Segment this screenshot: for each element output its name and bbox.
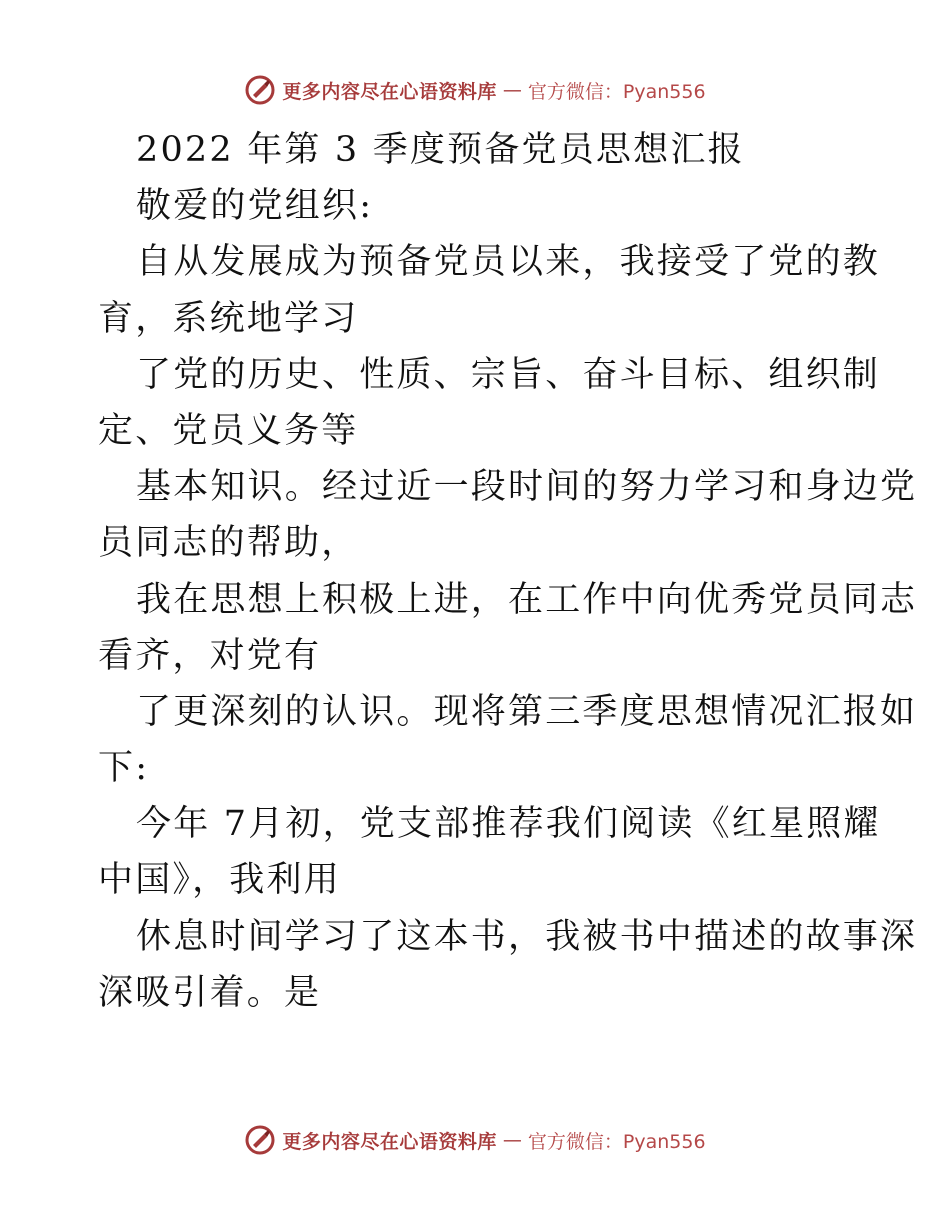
text-line: 下: (98, 748, 150, 789)
text-line: 育，系统地学习 (98, 298, 359, 339)
watermark-contact: 官方微信：Pyan556 (527, 1130, 706, 1153)
text-line: 员同志的帮助， (98, 523, 359, 564)
header-watermark (0, 70, 950, 110)
text-line: 了党的历史、性质、宗旨、奋斗目标、组织制 (136, 354, 881, 395)
text-line: 休息时间学习了这本书，我被书中描述的故事深 (136, 916, 918, 957)
watermark-brand: 更多内容尽在心语资料库 (282, 80, 497, 103)
document-title: 2022 年第 3 季度预备党员思想汇报 (136, 130, 745, 170)
watermark-brand: 更多内容尽在心语资料库 (282, 1130, 497, 1153)
watermark-dash: — (502, 79, 522, 101)
text-line: 中国》，我利用 (98, 860, 341, 901)
text-line: 深吸引着。是 (98, 972, 322, 1013)
text-line: 基本知识。经过近一段时间的努力学习和身边党 (136, 467, 918, 508)
text-line: 自从发展成为预备党员以来，我接受了党的教 (136, 242, 881, 283)
watermark-dash: — (502, 1129, 522, 1151)
footer-watermark (0, 1120, 950, 1160)
logo-icon (244, 74, 276, 106)
text-line: 我在思想上积极上进，在工作中向优秀党员同志 (136, 579, 918, 620)
text-line: 了更深刻的认识。现将第三季度思想情况汇报如 (136, 691, 918, 732)
salutation: 敬爱的党组织: (136, 186, 374, 227)
watermark-contact: 官方微信：Pyan556 (527, 80, 706, 103)
text-line: 定、党员义务等 (98, 410, 359, 451)
logo-icon (244, 1124, 276, 1156)
text-line: 看齐，对党有 (98, 635, 322, 676)
text-line: 今年 7月初，党支部推荐我们阅读《红星照耀 (136, 804, 881, 845)
document-body (98, 122, 918, 1021)
